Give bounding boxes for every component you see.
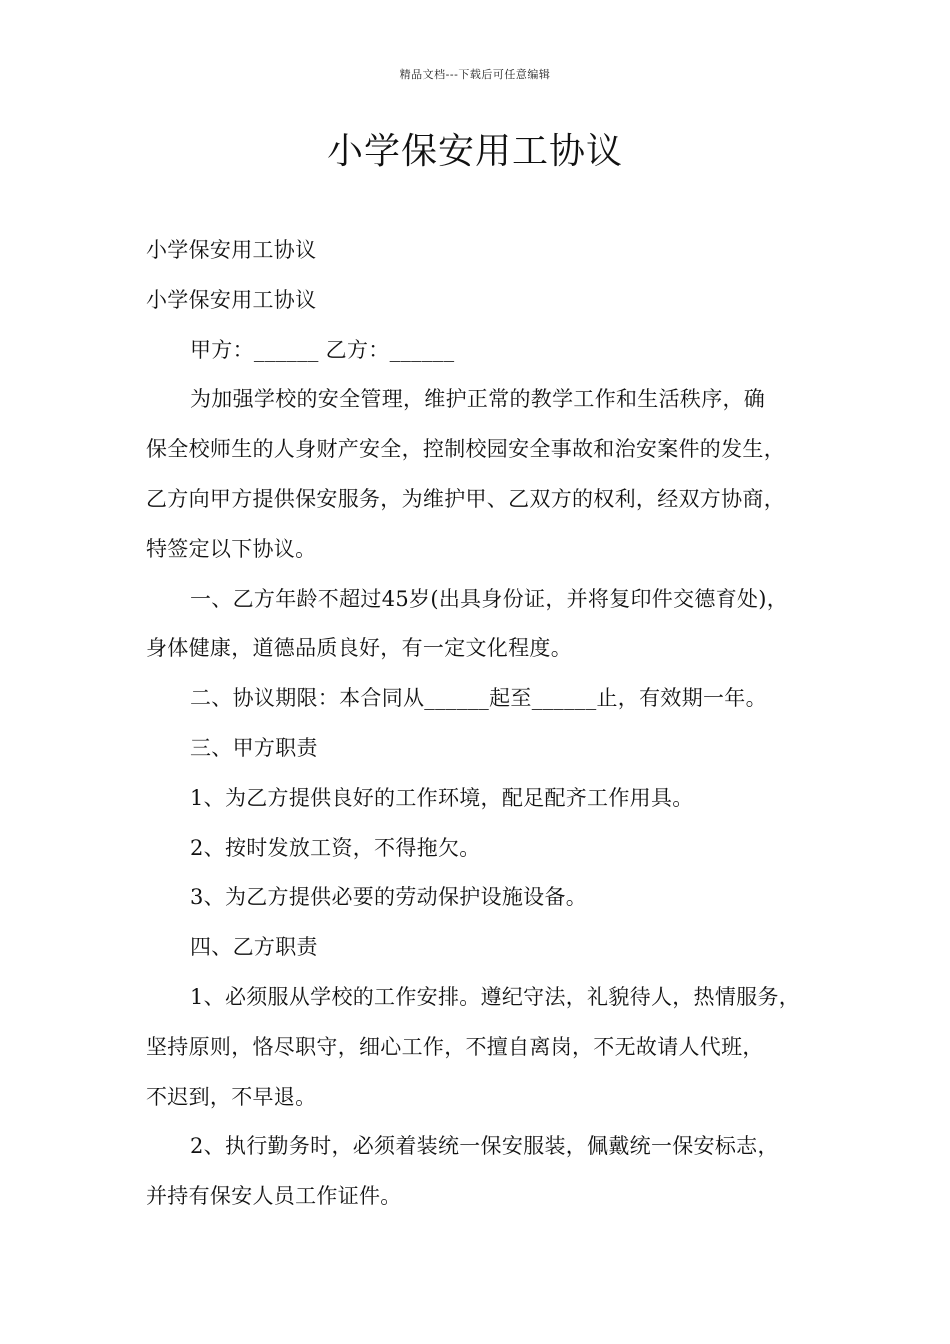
- paragraph-line: 保全校师生的人身财产安全，控制校园安全事故和治安案件的发生，: [146, 437, 785, 462]
- header-note: 精品文档---下载后可任意编辑: [399, 68, 551, 81]
- section-heading: 四、乙方职责: [190, 935, 318, 960]
- section-heading: 三、甲方职责: [190, 735, 318, 760]
- clause-line: 二、协议期限：本合同从______起至______止，有效期一年。: [190, 686, 767, 711]
- document-title: 小学保安用工协议: [326, 131, 623, 172]
- subtitle-line: 小学保安用工协议: [146, 287, 317, 312]
- paragraph-line: 乙方向甲方提供保安服务，为维护甲、乙双方的权利，经双方协商，: [146, 486, 785, 511]
- parties-line: 甲方：______ 乙方：______: [190, 337, 455, 362]
- list-item: 1、必须服从学校的工作安排。遵纪守法，礼貌待人，热情服务，: [190, 984, 801, 1009]
- paragraph-line: 特签定以下协议。: [146, 536, 317, 561]
- list-item-continuation: 坚持原则，恪尽职守，细心工作，不擅自离岗，不无故请人代班，: [146, 1034, 764, 1059]
- list-item-continuation: 不迟到，不早退。: [146, 1084, 317, 1109]
- clause-line: 身体健康，道德品质良好，有一定文化程度。: [146, 636, 572, 661]
- list-item: 1、为乙方提供良好的工作环境，配足配齐工作用具。: [190, 785, 694, 810]
- list-item: 2、按时发放工资，不得拖欠。: [190, 835, 481, 860]
- list-item-continuation: 并持有保安人员工作证件。: [146, 1184, 402, 1209]
- paragraph-line: 为加强学校的安全管理，维护正常的教学工作和生活秩序，确: [190, 387, 766, 412]
- list-item: 3、为乙方提供必要的劳动保护设施设备。: [190, 885, 588, 910]
- clause-line: 一、乙方年龄不超过45岁(出具身份证，并将复印件交德育处)，: [190, 586, 789, 611]
- subtitle-line: 小学保安用工协议: [146, 238, 317, 262]
- document-body: [146, 226, 836, 1222]
- list-item: 2、执行勤务时，必须着装统一保安服装，佩戴统一保安标志，: [190, 1134, 779, 1159]
